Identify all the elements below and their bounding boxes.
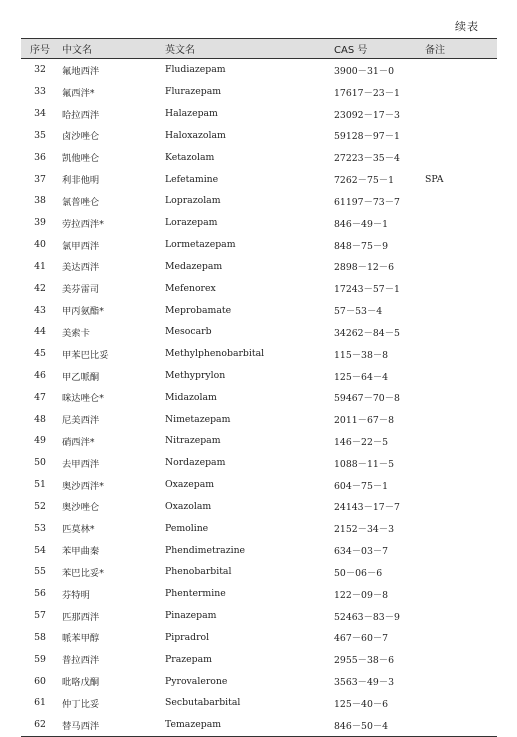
cas-number: 7262－75－1	[334, 175, 394, 187]
note	[422, 365, 497, 387]
english-name: Pinazepam	[165, 610, 217, 622]
note	[422, 343, 497, 365]
english-name: Secbutabarbital	[165, 697, 241, 709]
cas-number: 2152－34－3	[334, 524, 394, 536]
chinese-name: 吡咯戊酮	[62, 677, 100, 689]
table-row	[21, 212, 497, 234]
note	[422, 714, 497, 736]
header-no: 序号	[21, 39, 59, 59]
cas-number: 634－03－7	[334, 546, 389, 558]
row-number: 46	[34, 370, 46, 381]
row-number: 42	[34, 282, 46, 294]
note	[422, 146, 497, 168]
header-english-name: 英文名	[165, 39, 334, 59]
english-name: Lorazepam	[165, 217, 218, 229]
note	[422, 321, 497, 343]
note	[422, 517, 497, 539]
cas-number: 2011－67－8	[334, 415, 394, 427]
english-name: Ketazolam	[165, 151, 215, 163]
row-number: 39	[34, 217, 46, 229]
row-number: 59	[34, 653, 46, 665]
row-number: 36	[34, 151, 46, 163]
row-number: 37	[34, 173, 46, 185]
chinese-name: 苯甲曲秦	[62, 546, 100, 558]
english-name: Nitrazepam	[165, 435, 221, 447]
row-number: 51	[34, 479, 46, 491]
english-name: Pipradrol	[165, 631, 210, 643]
table-row	[21, 583, 497, 605]
chinese-name: 仲丁比妥	[62, 698, 100, 710]
cas-number: 125－40－6	[334, 698, 389, 710]
note	[422, 605, 497, 627]
english-name: Mesocarb	[165, 326, 212, 338]
note	[422, 452, 497, 474]
chinese-name: 普拉西泮	[62, 655, 100, 667]
note	[422, 692, 497, 714]
row-number: 52	[34, 500, 46, 512]
continued-label: 续表	[455, 20, 479, 33]
chinese-name: 氯普唑仑	[62, 196, 100, 208]
cas-number: 604－75－1	[334, 480, 389, 492]
table-row	[21, 277, 497, 299]
row-number: 33	[34, 86, 46, 98]
table-row	[21, 670, 497, 692]
table-row	[21, 496, 497, 518]
note	[422, 496, 497, 518]
chinese-name: 美索卡	[62, 327, 90, 339]
chinese-name: 氟地西泮	[62, 65, 100, 77]
cas-number: 59128－97－1	[334, 131, 400, 143]
chinese-name: 匹莫林*	[62, 524, 95, 536]
note	[422, 539, 497, 561]
table-row	[21, 430, 497, 452]
table-header-row	[21, 39, 497, 59]
english-name: Nimetazepam	[165, 413, 231, 425]
row-number: 58	[34, 631, 46, 643]
cas-number: 846－49－1	[334, 218, 389, 230]
note	[422, 408, 497, 430]
note	[422, 212, 497, 234]
table-row	[21, 692, 497, 714]
row-number: 56	[34, 588, 46, 600]
cas-number: 34262－84－5	[334, 327, 400, 339]
row-number: 44	[34, 326, 46, 338]
table-row	[21, 714, 497, 736]
cas-number: 61197－73－7	[334, 196, 400, 208]
note: SPA	[425, 173, 444, 185]
cas-number: 3563－49－3	[334, 677, 394, 689]
table-row	[21, 255, 497, 277]
row-number: 55	[34, 566, 46, 578]
note	[422, 627, 497, 649]
table-row	[21, 474, 497, 496]
table-row	[21, 627, 497, 649]
chinese-name: 氯甲西泮	[62, 240, 100, 252]
note	[422, 299, 497, 321]
english-name: Fludiazepam	[165, 64, 226, 76]
chinese-name: 芬特明	[62, 589, 90, 601]
table-row	[21, 299, 497, 321]
table-row	[21, 605, 497, 627]
cas-number: 24143－17－7	[334, 502, 400, 514]
english-name: Phendimetrazine	[165, 544, 246, 556]
cas-number: 1088－11－5	[334, 458, 394, 470]
note	[422, 670, 497, 692]
note	[422, 103, 497, 125]
chinese-name: 甲丙氨酯*	[62, 306, 104, 318]
table-row	[21, 234, 497, 256]
note	[422, 561, 497, 583]
english-name: Oxazolam	[165, 500, 212, 512]
cas-number: 848－75－9	[334, 240, 389, 252]
table-row	[21, 168, 497, 190]
chinese-name: 哈拉西泮	[62, 109, 100, 121]
chinese-name: 劳拉西泮*	[62, 218, 104, 230]
cas-number: 122－09－8	[334, 589, 389, 601]
row-number: 41	[34, 260, 46, 272]
table-row	[21, 124, 497, 146]
english-name: Lormetazepam	[165, 239, 236, 251]
table-row	[21, 539, 497, 561]
chinese-name: 咪达唑仑*	[62, 393, 104, 405]
row-number: 38	[34, 195, 46, 207]
english-name: Methylphenobarbital	[165, 348, 265, 360]
english-name: Oxazepam	[165, 479, 215, 491]
table-row	[21, 452, 497, 474]
table-row	[21, 59, 497, 81]
cas-number: 2898－12－6	[334, 262, 394, 274]
row-number: 32	[34, 64, 46, 76]
english-name: Flurazepam	[165, 86, 222, 98]
chinese-name: 氟西泮*	[62, 87, 95, 99]
row-number: 43	[34, 304, 46, 316]
cas-number: 17617－23－1	[334, 87, 400, 99]
chinese-name: 去甲西泮	[62, 458, 100, 470]
cas-number: 57－53－4	[334, 306, 383, 318]
note	[422, 124, 497, 146]
english-name: Mefenorex	[165, 282, 216, 294]
row-number: 48	[34, 413, 46, 425]
cas-number: 27223－35－4	[334, 153, 400, 165]
note	[422, 474, 497, 496]
row-number: 50	[34, 457, 46, 469]
table-row	[21, 517, 497, 539]
chinese-name: 哌苯甲醇	[62, 633, 100, 645]
english-name: Methyprylon	[165, 370, 226, 381]
english-name: Nordazepam	[165, 457, 226, 469]
chinese-name: 苯巴比妥*	[62, 567, 104, 579]
chinese-name: 甲乙哌酮	[62, 371, 100, 383]
chinese-name: 硝西泮*	[62, 436, 95, 448]
chinese-name: 匹那西泮	[62, 611, 100, 623]
chinese-name: 卤沙唑仑	[62, 131, 100, 143]
english-name: Medazepam	[165, 260, 223, 272]
chinese-name: 甲苯巴比妥	[62, 349, 109, 361]
row-number: 45	[34, 348, 46, 360]
english-name: Temazepam	[165, 714, 334, 736]
note	[422, 81, 497, 103]
table-row	[21, 103, 497, 125]
row-number: 54	[34, 544, 46, 556]
chinese-name: 尼美西泮	[62, 415, 100, 427]
row-number: 62	[21, 714, 59, 736]
english-name: Lefetamine	[165, 173, 219, 185]
cas-number: 146－22－5	[334, 436, 389, 448]
cas-number: 3900－31－0	[334, 65, 394, 77]
cas-number: 467－60－7	[334, 633, 389, 645]
row-number: 60	[34, 675, 46, 687]
english-name: Midazolam	[165, 391, 217, 403]
note	[422, 234, 497, 256]
english-name: Phentermine	[165, 588, 226, 600]
row-number: 40	[34, 239, 46, 251]
cas-number: 59467－70－8	[334, 393, 400, 405]
note	[422, 386, 497, 408]
chinese-name: 替马西泮	[59, 714, 165, 736]
english-name: Meprobamate	[165, 304, 232, 316]
cas-number: 52463－83－9	[334, 611, 400, 623]
row-number: 57	[34, 610, 46, 622]
note	[422, 430, 497, 452]
table-row	[21, 408, 497, 430]
cas-number: 2955－38－6	[334, 655, 394, 667]
cas-number: 23092－17－3	[334, 109, 400, 121]
cas-number: 846－50－4	[334, 714, 422, 736]
table-row	[21, 81, 497, 103]
table-row	[21, 386, 497, 408]
english-name: Pemoline	[165, 522, 209, 534]
table-row	[21, 343, 497, 365]
table-row	[21, 190, 497, 212]
row-number: 47	[34, 391, 46, 403]
note	[422, 190, 497, 212]
chinese-name: 美芬雷司	[62, 284, 100, 296]
drug-table	[21, 38, 497, 737]
english-name: Prazepam	[165, 653, 212, 665]
header-chinese-name: 中文名	[59, 39, 165, 59]
table-row	[21, 146, 497, 168]
english-name: Loprazolam	[165, 195, 221, 207]
cas-number: 125－64－4	[334, 371, 389, 383]
note	[422, 648, 497, 670]
english-name: Haloxazolam	[165, 129, 226, 141]
chinese-name: 美达西泮	[62, 262, 100, 274]
chinese-name: 利非他明	[62, 175, 100, 187]
english-name: Phenobarbital	[165, 566, 232, 578]
cas-number: 17243－57－1	[334, 284, 400, 296]
row-number: 34	[34, 108, 46, 120]
table-row	[21, 648, 497, 670]
chinese-name: 奥沙唑仑	[62, 502, 100, 514]
note	[422, 59, 497, 81]
english-name: Halazepam	[165, 108, 218, 120]
row-number: 61	[34, 697, 46, 709]
row-number: 49	[34, 435, 46, 447]
chinese-name: 奥沙西泮*	[62, 480, 104, 492]
row-number: 53	[34, 522, 46, 534]
table-row	[21, 561, 497, 583]
cas-number: 50－06－6	[334, 567, 383, 579]
note	[422, 255, 497, 277]
row-number: 35	[34, 129, 46, 141]
cas-number: 115－38－8	[334, 349, 389, 361]
chinese-name: 凯他唑仑	[62, 153, 100, 165]
note	[422, 277, 497, 299]
header-cas: CAS 号	[334, 39, 422, 59]
header-note: 备注	[422, 39, 497, 59]
table-row	[21, 321, 497, 343]
note	[422, 583, 497, 605]
table-row	[21, 365, 497, 387]
english-name: Pyrovalerone	[165, 675, 228, 687]
